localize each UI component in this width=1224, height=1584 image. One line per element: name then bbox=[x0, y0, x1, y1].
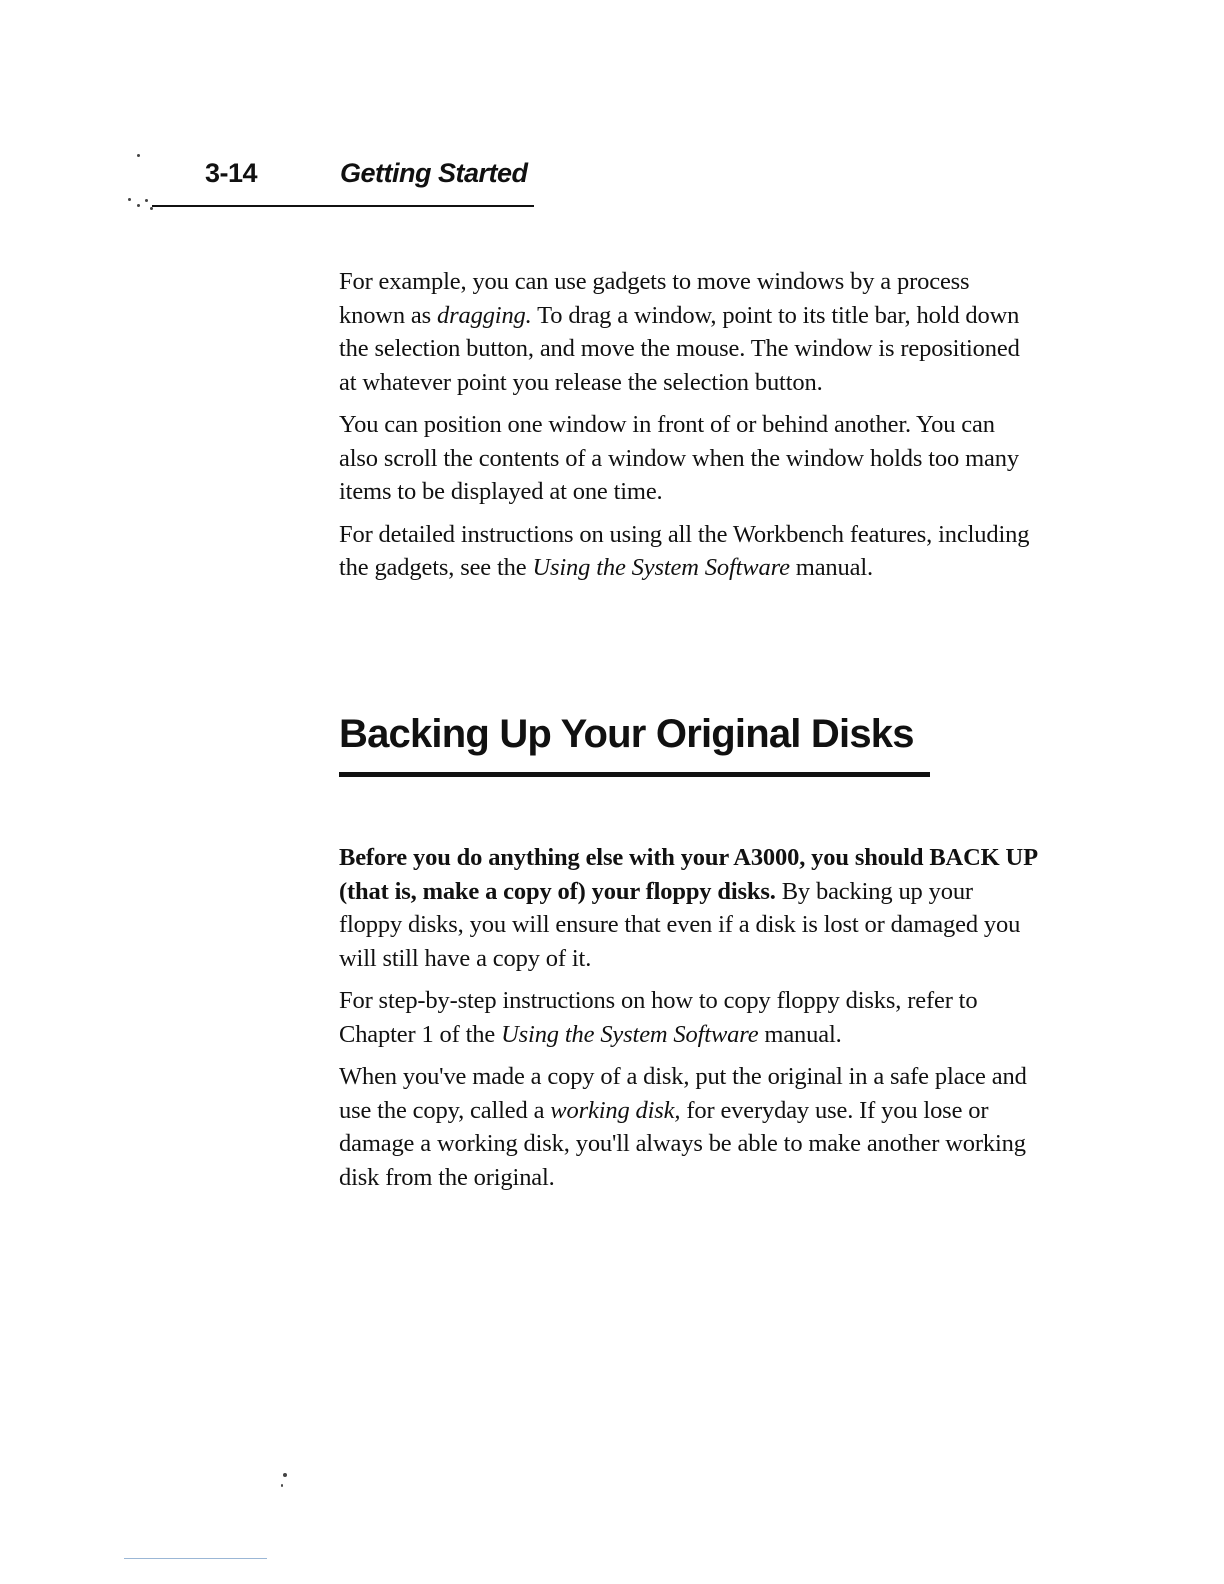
paragraph-backup-warning: Before you do anything else with your A3000, you should BACK UP (that is, make a copy of) your floppy disks. By backing up your floppy disks, you will ensure that even if a disk is lost or damaged you will still have a copy of it. bbox=[339, 844, 1037, 972]
paragraph-position-window: You can position one window in front of or behind another. You can also scroll the contents of a window when the window holds too many items to be displayed at one time. bbox=[339, 411, 1019, 505]
paragraph-detailed-instructions: For detailed instructions on using all the Workbench features, including the gadgets, see the Using the System Software manual. bbox=[339, 520, 1030, 581]
heading-rule bbox=[339, 772, 930, 777]
scan-speck bbox=[137, 154, 140, 157]
intro-text-block bbox=[339, 265, 1039, 594]
scan-speck bbox=[283, 1473, 287, 1477]
paragraph-step-by-step: For step-by-step instructions on how to copy floppy disks, refer to Chapter 1 of the Using the System Software manual. bbox=[339, 987, 978, 1048]
page-number: 3-14 bbox=[205, 158, 258, 188]
paragraph-working-disk: When you've made a copy of a disk, put the original in a safe place and use the copy, called a working disk, for everyday use. If you lose or damage a working disk, you'll always be able to make another working disk from the original. bbox=[339, 1063, 1027, 1191]
scan-speck bbox=[137, 204, 140, 207]
page-header bbox=[205, 158, 545, 198]
running-title: Getting Started bbox=[340, 158, 528, 188]
section-heading: Backing Up Your Original Disks bbox=[339, 712, 914, 756]
scan-speck bbox=[281, 1484, 283, 1487]
scan-speck bbox=[128, 198, 131, 201]
scan-speck bbox=[145, 199, 148, 202]
section-text-block bbox=[339, 841, 1039, 1203]
paragraph-dragging: For example, you can use gadgets to move windows by a process known as dragging. To drag a window, point to its title bar, hold down the selection button, and move the mouse. The window is repositioned at whatever point you release the selection button. bbox=[339, 268, 1020, 396]
scan-speck bbox=[150, 207, 153, 210]
header-rule bbox=[152, 205, 534, 207]
footer-line bbox=[124, 1558, 267, 1559]
